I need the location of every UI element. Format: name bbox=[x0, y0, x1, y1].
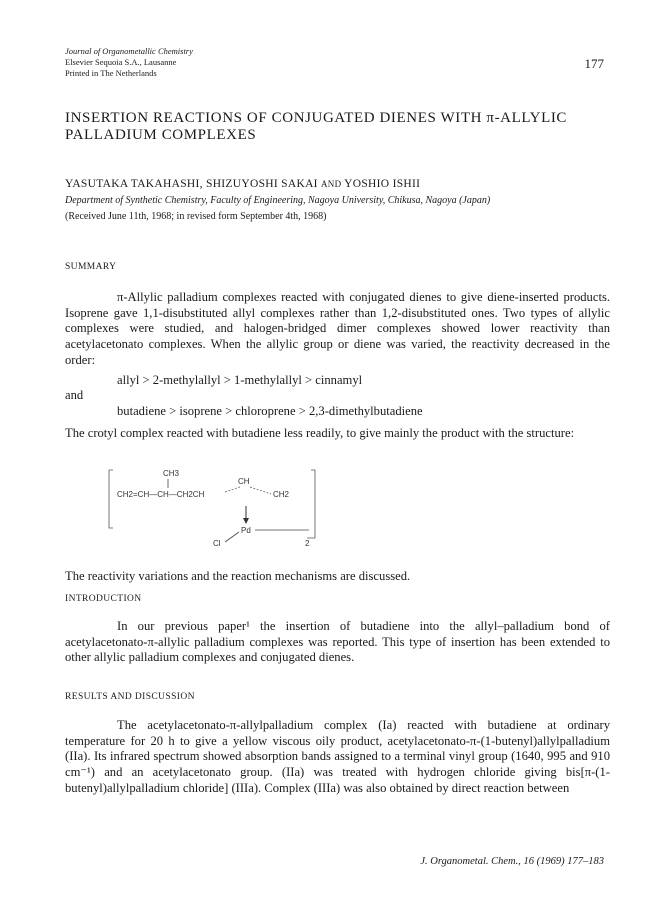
article-title bbox=[65, 110, 615, 144]
ch3-label: CH3 bbox=[163, 469, 180, 478]
and-word: and bbox=[65, 388, 84, 403]
affiliation: Department of Synthetic Chemistry, Faculty of Engineering, Nagoya University, Chikusa, Nagoya (Japan) bbox=[65, 195, 491, 206]
publisher: Elsevier Sequoia S.A., Lausanne bbox=[65, 57, 177, 67]
introduction-paragraph: In our previous paper¹ the insertion of butadiene into the allyl–palladium bond of acetylacetonato-π-allylic palladium complexes was reported. This type of insertion has been extended to other allylic palladium complexes and conjugated dienes. bbox=[65, 619, 610, 665]
pd-arrow-head bbox=[243, 518, 249, 524]
authors-part-1: YASUTAKA TAKAHASHI, SHIZUYOSHI SAKAI bbox=[65, 178, 318, 190]
summary-paragraph-1: π-Allylic palladium complexes reacted with conjugated dienes to give diene-inserted products. Isoprene gave 1,1-disubstituted allyl complexes rather than 1,2-disubstituted ones. Two types of allylic complexes were studied, and halogen-bridged dimer complexes showed lower reactivity than acetylacetonato complexes. When the allylic group or diene was varied, the reactivity decreased in the order: bbox=[65, 290, 610, 367]
title-line-1: INSERTION REACTIONS OF CONJUGATED DIENES WITH π-ALLYLIC bbox=[65, 110, 568, 126]
pd-label: Pd bbox=[241, 526, 251, 535]
right-bracket bbox=[307, 470, 315, 538]
reactivity-order-diene: butadiene > isoprene > chloroprene > 2,3-dimethylbutadiene bbox=[117, 403, 423, 418]
summary-heading: SUMMARY bbox=[65, 262, 117, 272]
allyl-dashed-bonds bbox=[225, 487, 271, 494]
reactivity-order-allyl: allyl > 2-methylallyl > 1-methylallyl > cinnamyl bbox=[117, 372, 363, 387]
left-bracket bbox=[109, 470, 113, 528]
pd-cl-bond bbox=[225, 532, 239, 542]
summary-body bbox=[65, 290, 610, 441]
summary-paragraph-2: The crotyl complex reacted with butadiene less readily, to give mainly the product with the structure: bbox=[65, 425, 575, 440]
authors bbox=[65, 178, 420, 190]
cl-label: Cl bbox=[213, 539, 221, 548]
authors-and: AND bbox=[321, 179, 342, 189]
page-number: 177 bbox=[584, 56, 604, 71]
results-heading: RESULTS AND DISCUSSION bbox=[65, 692, 195, 702]
authors-part-2: YOSHIO ISHII bbox=[344, 178, 421, 190]
summary-paragraph-3: The reactivity variations and the reaction mechanisms are discussed. bbox=[65, 569, 411, 583]
title-line-2: PALLADIUM COMPLEXES bbox=[65, 127, 257, 143]
ch2-label: CH2 bbox=[273, 490, 290, 499]
received-date: (Received June 11th, 1968; in revised form September 4th, 1968) bbox=[65, 211, 327, 222]
chain-label: CH2=CH—CH—CH2CH bbox=[117, 490, 205, 499]
ch-label: CH bbox=[238, 477, 250, 486]
introduction-heading: INTRODUCTION bbox=[65, 594, 142, 604]
journal-citation-footer: J. Organometal. Chem., 16 (1969) 177–183 bbox=[420, 856, 604, 867]
journal-header bbox=[65, 46, 193, 79]
journal-name: Journal of Organometallic Chemistry bbox=[65, 46, 193, 56]
results-paragraph: The acetylacetonato-π-allylpalladium complex (Ia) reacted with butadiene at ordinary temperature for 20 h to give a yellow viscous oily product, acetylacetonato-π-(1-butenyl)allylpalladium (IIa). Its infrared spectrum showed absorption bands assigned to a terminal vinyl group (1640, 995 and 910 cm⁻¹) and an acetylacetonato group. (IIa) was treated with hydrogen chloride giving bis[π-(1-butenyl)allylpalladium chloride] (IIIa). Complex (IIIa) was also obtained by direct reaction between bbox=[65, 718, 610, 795]
dimer-subscript: 2 bbox=[305, 539, 310, 548]
printed-in: Printed in The Netherlands bbox=[65, 68, 157, 78]
chemical-structure bbox=[105, 466, 325, 566]
